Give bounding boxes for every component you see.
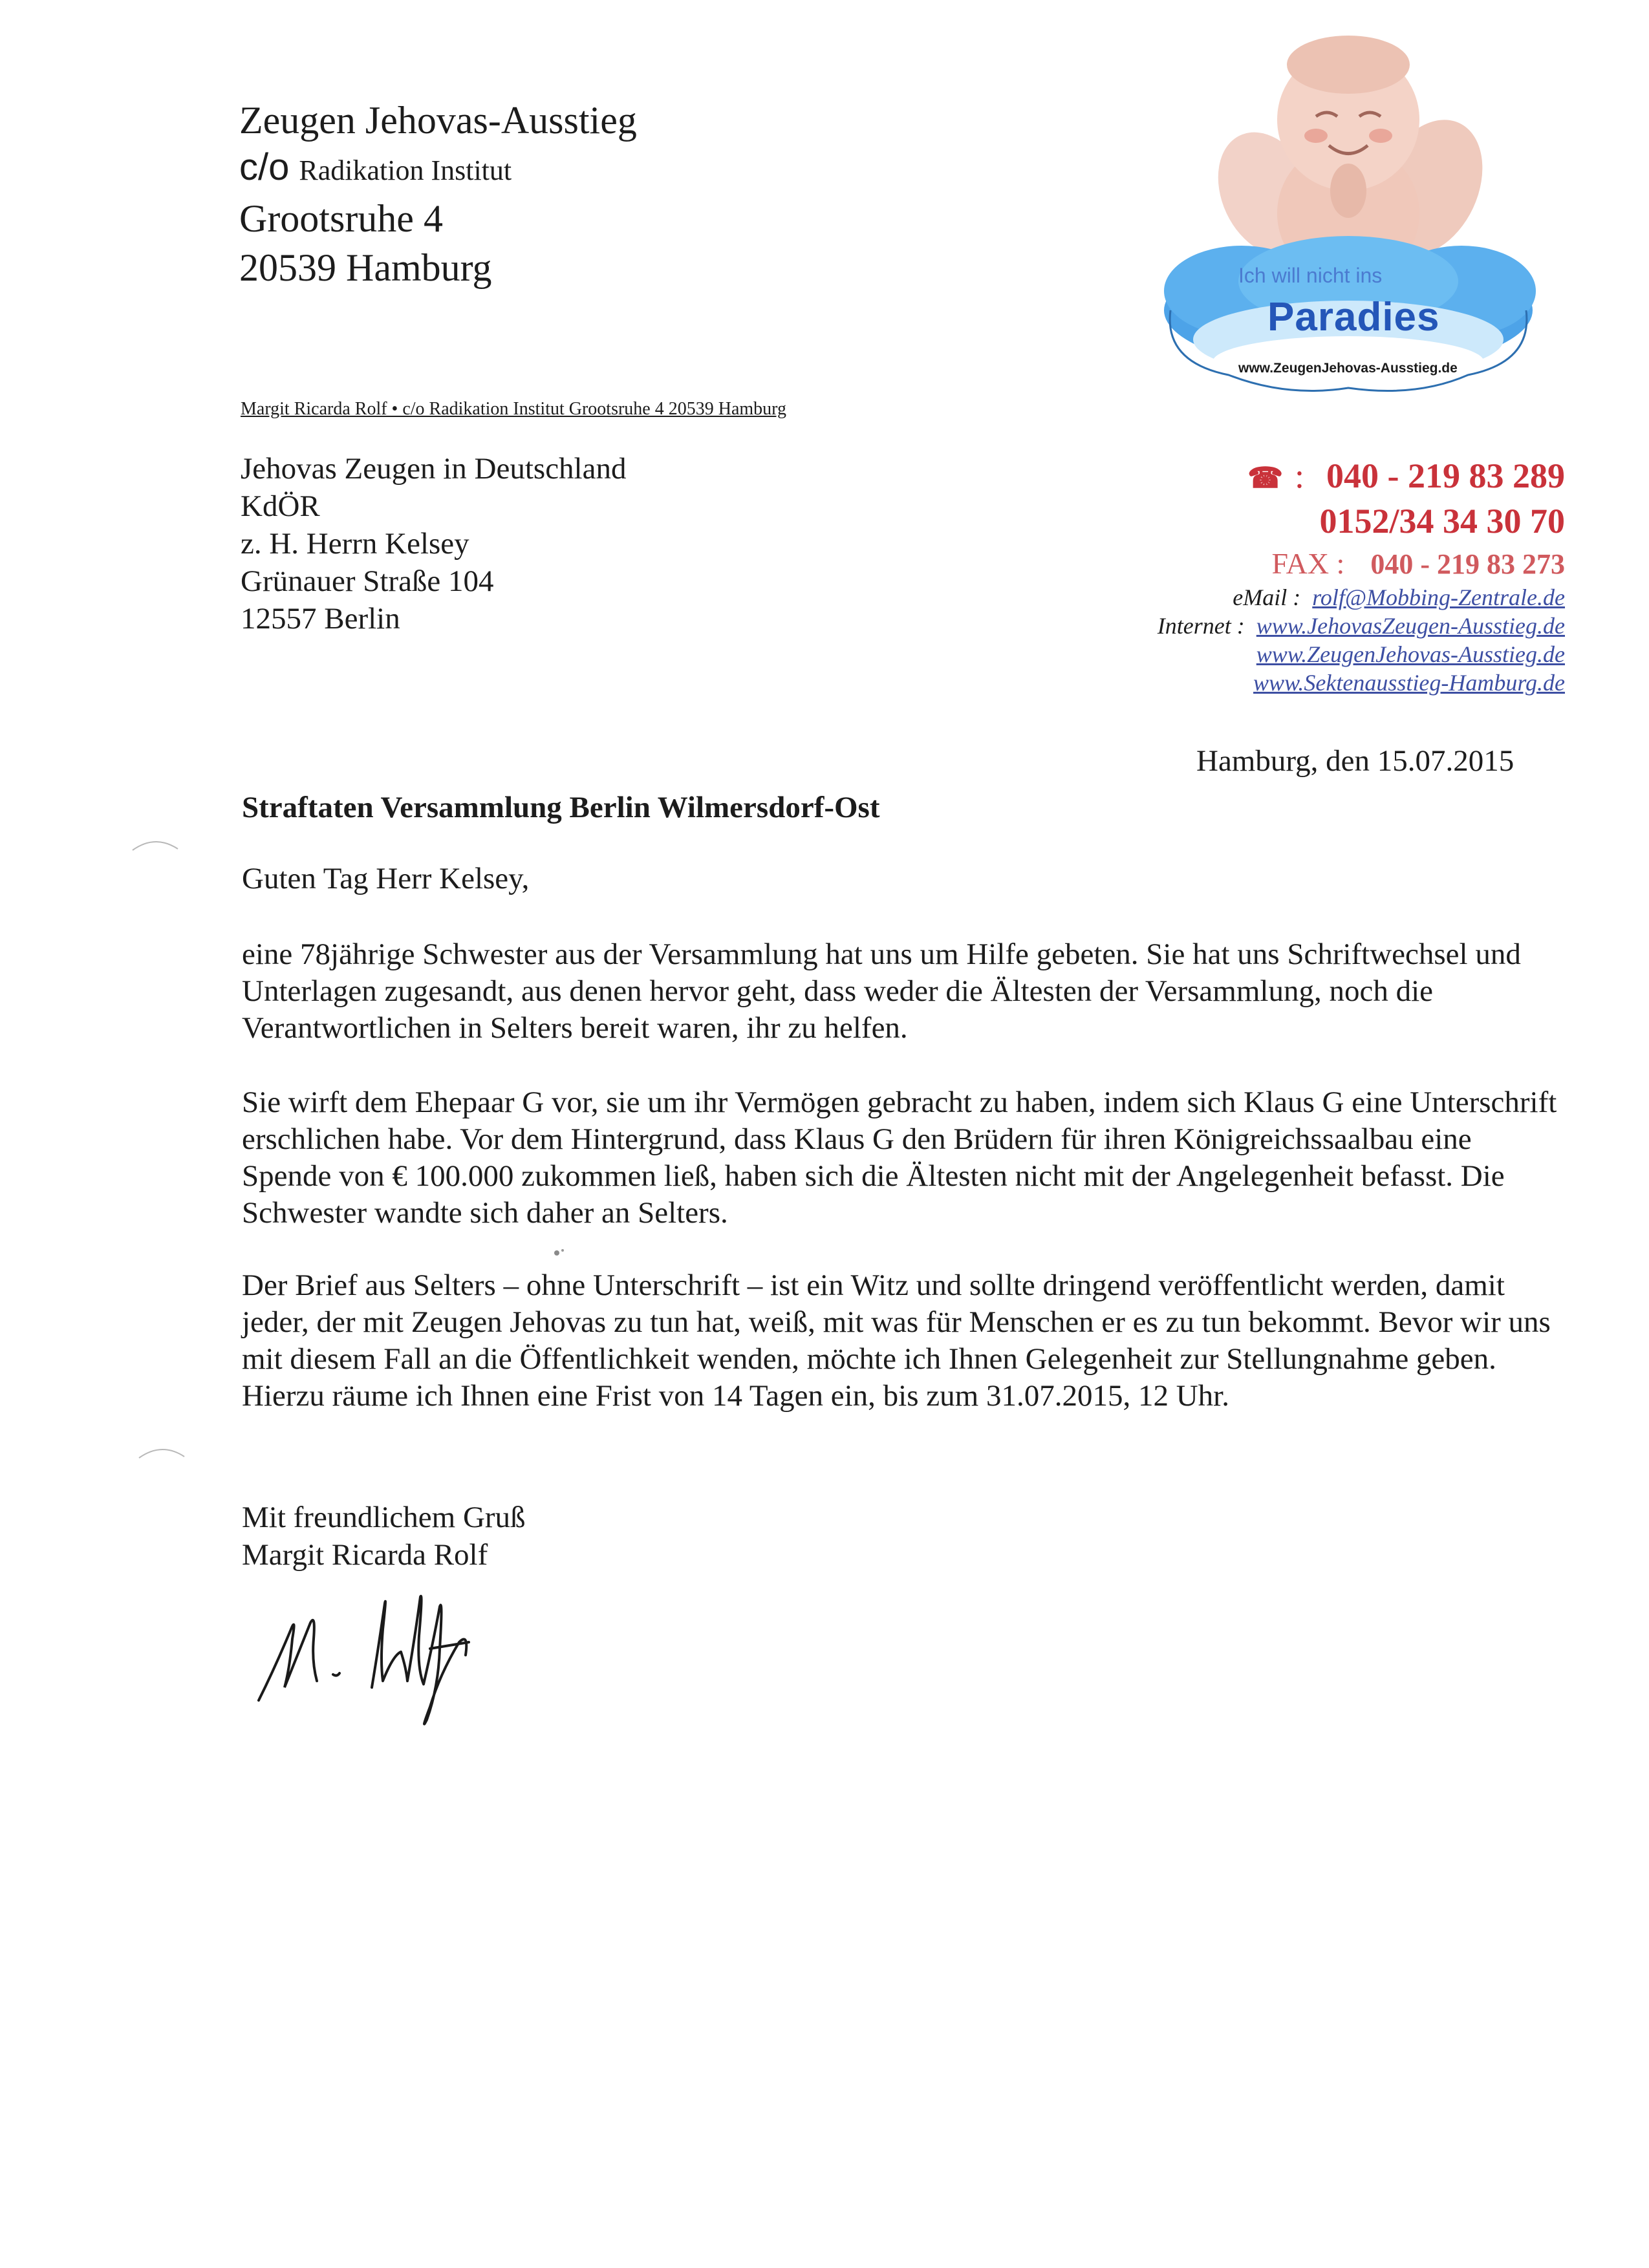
sender-city: 20539 Hamburg bbox=[239, 246, 492, 289]
salutation: Guten Tag Herr Kelsey, bbox=[242, 862, 530, 895]
fax-label: FAX : bbox=[1271, 547, 1345, 580]
body-paragraph-2: Sie wirft dem Ehepaar G vor, sie um ihr Vermögen gebracht zu haben, indem sich Klaus G eine Unterschrift erschlichen habe. Vor dem Hintergrund, dass Klaus G den Brüdern für ihren Königreichssaalbau eine Spende von € 100.000 zukommen ließ, haben sich die Ältesten nicht mit der Angelegenheit befasst. Die Schwester wandte sich daher an Selters. bbox=[242, 1086, 1557, 1230]
fax-row bbox=[1271, 546, 1565, 581]
care-of-label: c/o bbox=[239, 146, 290, 188]
subject-line: Straftaten Versammlung Berlin Wilmersdorf-Ost bbox=[242, 791, 880, 824]
recipient-line: KdÖR bbox=[241, 489, 320, 523]
sender-block bbox=[239, 97, 637, 292]
sender-street: Grootsruhe 4 bbox=[239, 197, 443, 240]
mobile-number[interactable]: 0152/34 34 30 70 bbox=[1319, 502, 1565, 540]
logo-url: www.ZeugenJehovas-Ausstieg.de bbox=[1238, 361, 1458, 376]
website-link-1[interactable]: www.JehovasZeugen-Ausstieg.de bbox=[1256, 613, 1565, 639]
handwritten-signature bbox=[246, 1578, 543, 1733]
email-link[interactable]: rolf@Mobbing-Zentrale.de bbox=[1312, 584, 1565, 610]
logo-tagline: Ich will nicht ins bbox=[1238, 264, 1383, 287]
email-label: eMail : bbox=[1233, 584, 1301, 610]
punch-hole-mark bbox=[136, 1439, 188, 1464]
signer-name: Margit Ricarda Rolf bbox=[242, 1538, 488, 1572]
recipient-line: z. H. Herrn Kelsey bbox=[241, 527, 469, 561]
angel-figure-icon bbox=[1158, 26, 1539, 401]
recipient-line: 12557 Berlin bbox=[241, 602, 400, 636]
sender-name: Zeugen Jehovas-Ausstieg bbox=[239, 99, 637, 142]
website-link-3-text[interactable]: www.Sektenausstieg-Hamburg.de bbox=[1253, 670, 1565, 696]
sender-care-of bbox=[239, 144, 637, 194]
sender-institute: Radikation Institut bbox=[299, 155, 512, 186]
logo-title: Paradies bbox=[1267, 295, 1440, 339]
recipient-line: Jehovas Zeugen in Deutschland bbox=[241, 452, 627, 486]
punch-hole-mark bbox=[129, 831, 181, 857]
website-link-3[interactable] bbox=[1253, 669, 1565, 696]
fax-number: 040 - 219 83 273 bbox=[1370, 548, 1565, 580]
recipient-block bbox=[241, 450, 626, 637]
recipient-line: Grünauer Straße 104 bbox=[241, 564, 494, 598]
scan-speck bbox=[553, 1248, 566, 1257]
letter-date: Hamburg, den 15.07.2015 bbox=[1196, 744, 1514, 778]
body-paragraph-1: eine 78jährige Schwester aus der Versammlung hat uns um Hilfe gebeten. Sie hat uns Schriftwechsel und Unterlagen zugesandt, aus denen hervor geht, dass weder die Ältesten der Versammlung, noch die Verantwortlichen in Selters bereit waren, ihr zu helfen. bbox=[242, 937, 1521, 1045]
telephone-icon: ☎ bbox=[1247, 462, 1283, 494]
return-address: Margit Ricarda Rolf • c/o Radikation Institut Grootsruhe 4 20539 Hamburg bbox=[241, 399, 786, 419]
body-paragraph-3: Der Brief aus Selters – ohne Unterschrift – ist ein Witz und sollte dringend veröffentlicht werden, damit jeder, der mit Zeugen Jehovas zu tun hat, weiß, mit was für Menschen er es zu tun bekommt. Bevor wir uns mit diesem Fall an die Öffentlichkeit wenden, möchte ich Ihnen Gelegenheit zur Stellungnahme geben. Hierzu räume ich Ihnen eine Frist von 14 Tagen ein, bis zum 31.07.2015, 12 Uhr. bbox=[242, 1268, 1551, 1413]
phone-number[interactable]: 040 - 219 83 289 bbox=[1326, 456, 1565, 495]
closing-block bbox=[242, 1499, 526, 1574]
website-link-2[interactable] bbox=[1256, 641, 1565, 668]
logo bbox=[1158, 26, 1539, 401]
phone-row bbox=[1247, 456, 1565, 496]
email-row bbox=[1233, 584, 1565, 611]
phone-separator: : bbox=[1295, 456, 1305, 495]
website-link-2-text[interactable]: www.ZeugenJehovas-Ausstieg.de bbox=[1256, 641, 1565, 667]
internet-label: Internet : bbox=[1157, 613, 1245, 639]
internet-row bbox=[1158, 612, 1565, 639]
closing-greeting: Mit freundlichem Gruß bbox=[242, 1501, 526, 1534]
